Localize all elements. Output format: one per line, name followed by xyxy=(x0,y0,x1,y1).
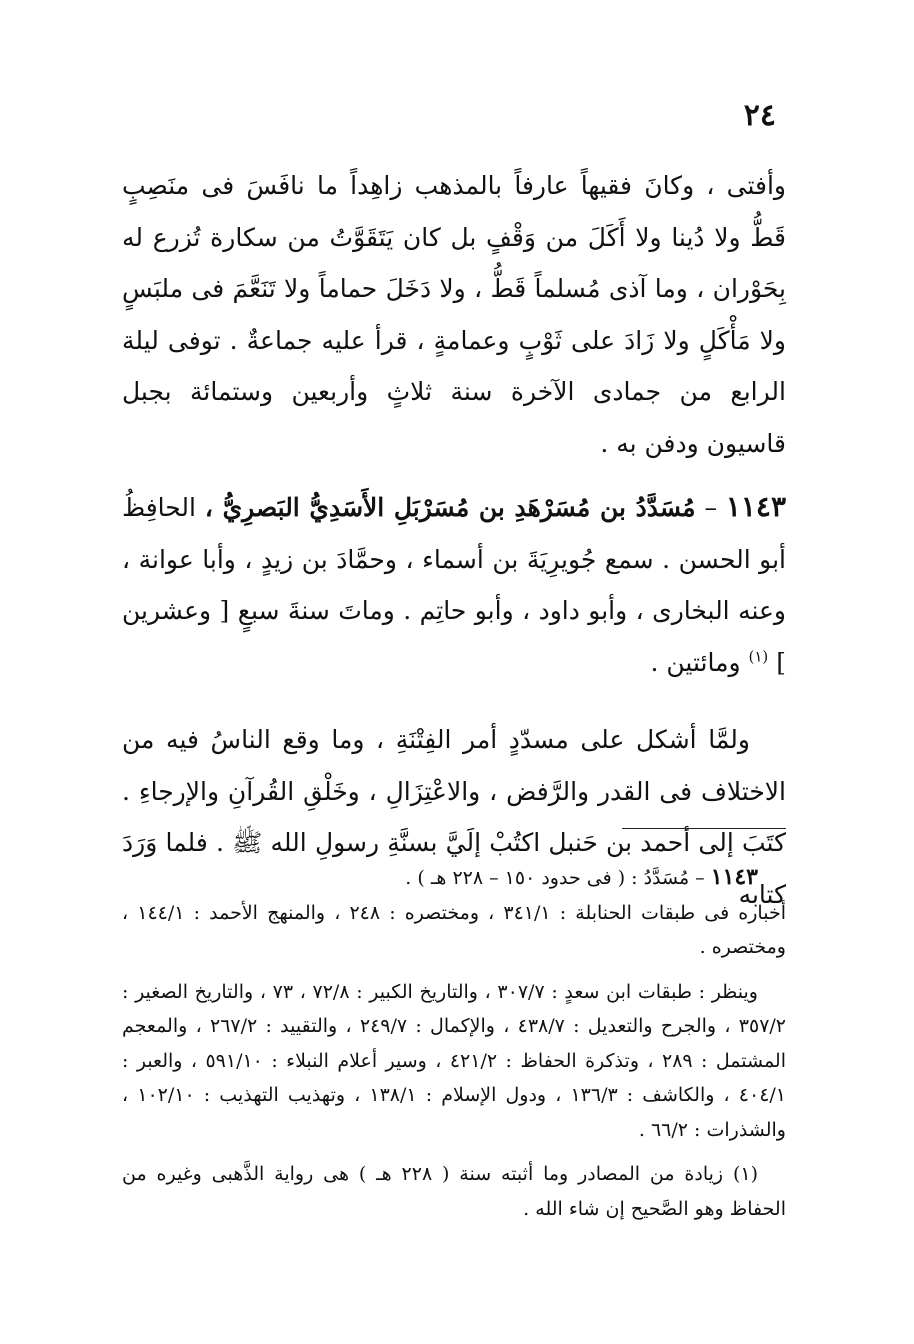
entry-number: ١١٤٣ xyxy=(725,490,786,523)
note-entry-number: ١١٤٣ xyxy=(710,864,758,890)
footnote-separator xyxy=(622,828,786,829)
main-text xyxy=(122,160,786,920)
entry-text-end: ومائتين . xyxy=(650,647,741,677)
entry-text: الحافِظُ أبو الحسن . سمع جُويرِيَةَ بن أسماء ، وحمَّادَ بن زيدٍ ، وأبا عوانة ، وعنه البخارى ، وأبو داود ، وأبو حاتِم . وماتَ سنةَ سبعٍ [ وعشرين ] xyxy=(122,493,786,677)
entry-paragraph xyxy=(122,481,786,688)
note-sources-1: أخباره فى طبقات الحنابلة : ٣٤١/١ ، ومختصره : ٢٤٨ ، والمنهج الأحمد : ١٤٤/١ ، ومختصره . xyxy=(122,901,786,958)
entry-dash: – xyxy=(704,493,717,522)
page-number: ٢٤ xyxy=(743,98,776,133)
note-entry-dates: – مُسَدَّدُ : ( فى حدود ١٥٠ – ٢٢٨ هـ ) . xyxy=(405,867,705,889)
continuation-paragraph: وأفتى ، وكانَ فقيهاً عارفاً بالمذهب زاهِداً ما نافَسَ فى منَصِبٍ قَطُّ ولا دُينا ولا أَكَلَ من وَقْفٍ بل كان يَتَقَوَّتُ من سكارة تُزرع له بِحَوْران ، وما آذى مُسلماً قَطُّ ، ولا دَخَلَ حماماً ولا تَنَعَّمَ فى ملبَسٍ ولا مَأْكَلٍ ولا زَادَ على ثَوْبٍ وعمامةٍ ، قرأ عليه جماعةٌ . توفى ليلة الرابع من جمادى الآخرة سنة ثلاثٍ وأربعين وستمائة بجبل قاسيون ودفن به . xyxy=(122,171,786,458)
notes-section xyxy=(122,860,786,1226)
note-sources-2: وينظر : طبقات ابن سعدٍ : ٣٠٧/٧ ، والتاريخ الكبير : ٧٢/٨ ، ٧٣ ، والتاريخ الصغير : ٣٥٧/٢ ، والجرح والتعديل : ٤٣٨/٧ ، والإكمال : ٢٤٩/٧ ، والتقييد : ٢٦٧/٢ ، والمعجم المشتمل : ٢٨٩ ، وتذكرة الحفاظ : ٤٢١/٢ ، وسير أعلام النبلاء : ٥٩١/١٠ ، والعبر : ٤٠٤/١ ، والكاشف : ١٣٦/٣ ، ودول الإسلام : ١٣٨/١ ، وتهذيب التهذيب : ١٠٢/١٠ ، والشذرات : ٦٦/٢ . xyxy=(122,980,787,1141)
footnote-reference: (١) xyxy=(748,647,769,666)
entry-name: مُسَدَّدُ بن مُسَرْهَدِ بن مُسَرْبَلِ الأَسَدِيُّ البَصرِيُّ ، xyxy=(204,493,696,522)
note-entry-line xyxy=(122,860,786,896)
body-paragraph: ولمَّا أشكل على مسدّدٍ أمر الفِتْنَةِ ، وما وقع الناسُ فيه من الاختلاف فى القدر والرَّفض ، والاعْتِزَالِ ، وخَلْقِ القُرآنِ والإرجاءِ . كتَبَ إلى أحمد بن حَنبل اكتُبْ إلَيَّ بسنَّةِ رسولِ الله ﷺ . فلما وَرَدَ كتابه xyxy=(122,725,786,909)
footnote-1: (١) زيادة من المصادر وما أثبته سنة ( ٢٢٨ هـ ) هى رواية الذَّهبى وغيره من الحفاظ وهو الصَّحيح إن شاء الله . xyxy=(122,1163,786,1220)
